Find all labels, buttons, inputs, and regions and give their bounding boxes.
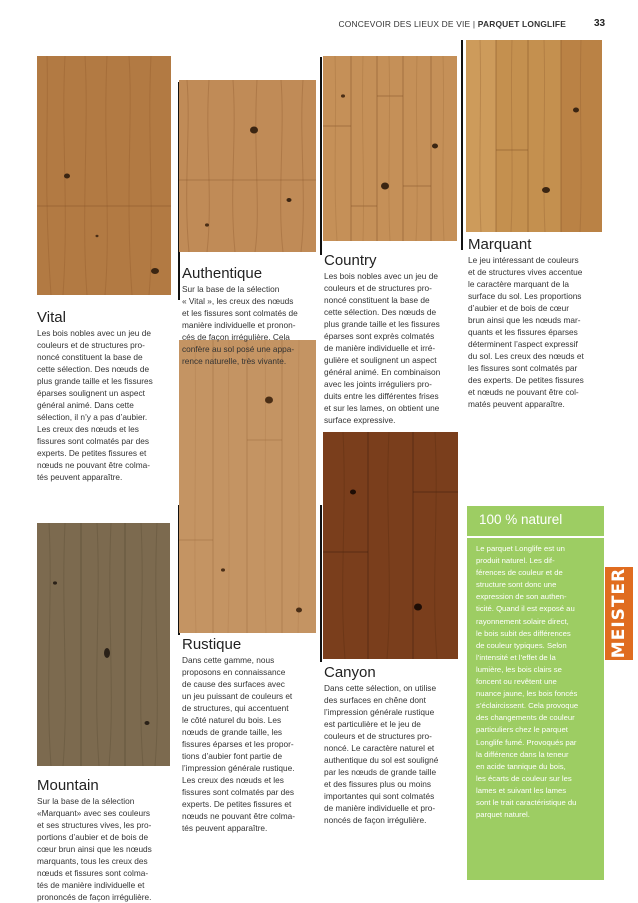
wood-swatch-country — [323, 56, 457, 241]
wood-swatch-marquant — [466, 40, 602, 232]
meister-logo-text: MEISTER — [609, 567, 629, 659]
wood-swatch-canyon — [323, 432, 458, 659]
floor-description-canyon: Dans cette sélection, on utilise des surfaces en chêne dont l’impression générale rustique est particulière et le jeu de couleurs et de structures pro- noncé. Le caractère naturel et authentique du sol est souligné par les nœuds de grande taille et des fissures plus ou moins importantes qui sont colmatés de manière individuelle et pro- noncés de façon irrégulière. — [324, 683, 439, 825]
natural-info-text: Le parquet Longlife est un produit naturel. Les dif- férences de couleur et de structure sont donc une expression de son authen- ticité. Quand il est exposé au rayonnement solaire direct, le bois subit des différences de couleur typiques. Selon l’intensité et l’effet de la lumière, les bois clairs se foncent ou revêtent une nuance jaune, les bois foncés s’éclaircissent. Cela provoque des changements de couleur particuliers chez le parquet Longlife fumé. Provoqués par la différence dans la teneur en acide tannique du bois, les écarts de couleur sur les lames et suivant les lames sont le trait caractéristique du parquet naturel. — [476, 544, 579, 820]
floor-title-marquant: Marquant — [468, 236, 532, 253]
floor-description-authentique: Sur la base de la sélection « Vital », les creux des nœuds et les fissures sont colmatés de manière individuelle et pronon- cés de façon irrégulière. Cela confère au sol posé une appa- rence naturelle, très vivante. — [182, 284, 298, 366]
header-separator: | — [472, 19, 476, 29]
oak-plank-image — [37, 523, 170, 766]
wood-swatch-authentique — [179, 80, 316, 252]
floor-description-marquant: Le jeu intéressant de couleurs et de structures vives accentue le caractère marquant de la surface du sol. Les proportions d’aubier et de bois de cœur brun ainsi que les nœuds mar- quants et les fissures éparses déterminent l’aspect expressif du sol. Les creux des nœuds et les fissures sont colmatés par des experts. De petites fissures et nœuds ne pouvant être col- matés peuvent apparaître. — [468, 255, 584, 409]
floor-title-country: Country — [324, 252, 377, 269]
oak-plank-image — [323, 432, 458, 659]
natural-info-divider — [467, 536, 604, 538]
header-section: CONCEVOIR DES LIEUX DE VIE — [338, 19, 471, 29]
running-header — [339, 19, 566, 29]
wood-swatch-vital — [37, 56, 171, 295]
floor-title-authentique: Authentique — [182, 265, 263, 282]
oak-plank-image — [37, 56, 171, 295]
floor-description-country: Les bois nobles avec un jeu de couleurs et de structures pro- noncé constituent la base de cette sélection. Des nœuds de plus grande taille et les fissures éparses sont exprès colmatés de manière individuelle et irré- gulière et soulignent un aspect général animé. En combinaison avec les joints irréguliers pro- duits entre les différentes frises et sur les lames, on obtient une surface expressive. — [324, 271, 441, 425]
column-rule — [461, 40, 463, 250]
natural-info-box — [467, 506, 604, 880]
swatch-base — [37, 523, 170, 766]
floor-title-vital: Vital — [37, 309, 66, 326]
floor-description-vital: Les bois nobles avec un jeu de couleurs et de structures pro- noncé constituent la base de cette sélection. Des nœuds de plus grande taille et les fissures éparses soulignent un aspect général animé. Dans cette sélection, il n’y a pas d’aubier. Les creux des nœuds et les fissures sont colmatés par des experts. De petites fissures et nœuds ne pouvant être colma- tés peuvent apparaître. — [37, 328, 153, 482]
floor-title-canyon: Canyon — [324, 664, 376, 681]
oak-plank-image — [179, 80, 316, 252]
floor-title-rustique: Rustique — [182, 636, 242, 653]
floor-description-rustique: Dans cette gamme, nous proposons en connaissance de cause des surfaces avec un jeu puissant de couleurs et de structures, qui accentuent le côté naturel du bois. Les nœuds de grande taille, les fissures éparses et les propor- tions d’aubier font partie de l’impression générale rustique. Les creux des nœuds et les fissures sont colmatés par des experts. De petites fissures et nœuds ne pouvant être colma- tés peuvent apparaître. — [182, 655, 295, 833]
floor-description-mountain: Sur la base de la sélection «Marquant» avec ses couleurs et ses structures vives, les pro- portions d’aubier et de bois de cœur brun ainsi que les nœuds marquants, tous les creux des nœuds et fissures sont colma- tés de manière individuelle et prononcés de façon irrégulière. — [37, 796, 152, 902]
page-number: 33 — [594, 18, 606, 29]
oak-plank-image — [323, 56, 457, 241]
column-rule — [320, 505, 322, 662]
meister-logo — [605, 567, 633, 660]
swatch-base — [323, 56, 457, 241]
page-header — [0, 18, 638, 32]
floor-title-mountain: Mountain — [37, 777, 99, 794]
swatch-base — [179, 80, 316, 252]
natural-info-title: 100 % naturel — [479, 512, 563, 527]
oak-plank-image — [179, 340, 316, 633]
header-product: PARQUET LONGLIFE — [477, 19, 566, 29]
wood-swatch-mountain — [37, 523, 170, 766]
column-rule — [320, 57, 322, 255]
wood-swatch-rustique — [179, 340, 316, 633]
oak-plank-image — [466, 40, 602, 232]
